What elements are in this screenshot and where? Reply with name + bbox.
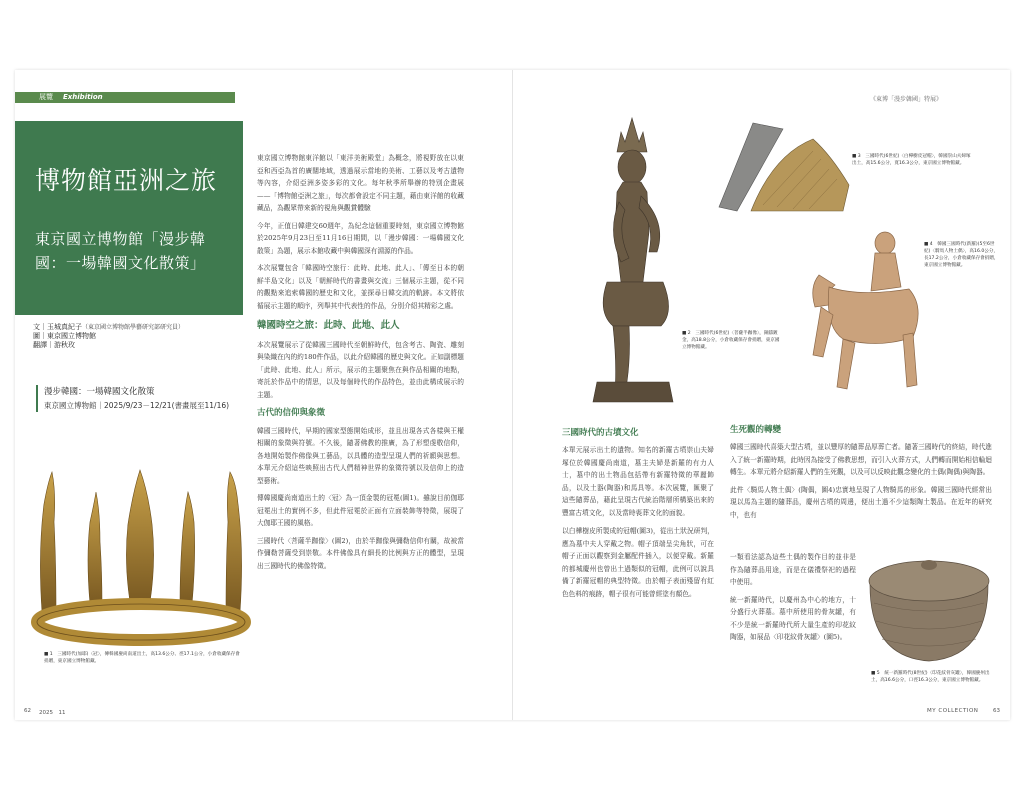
article-title: 博物館亞洲之旅 xyxy=(35,166,218,195)
figure-2-caption: ■ 2 三國時代(6世紀)〈菩薩半跏像〉，銅鑄鍍金，高18.8公分，小倉收藏保存會捐贈，東京國立博物館藏。 xyxy=(682,331,780,350)
paragraph-crown: 傳韓國慶尚南道出土的〈冠〉為一頂金製的冠冕(圖1)。雖說目前伽耶冠冕出土的實例不多，但此件冠冕於正面有立面裝飾等特徵，展現了大伽耶王國的風格。 xyxy=(257,494,464,527)
left-page-number: 62 xyxy=(24,708,31,714)
paragraph-intro: 東京國立博物館東洋館以「東洋美術殿堂」為概念，將視野放在以東亞和西亞為首的廣闊地域，透過展示當地的美術、工藝以及考古遺物等內容，介紹亞洲多姿多彩的文化。每年秋季所舉辦的特別企畫展——「博物館亞洲之旅」，每次都會設定不同主題，藉由東洋館的收藏藏品，為觀眾帶來新的視角與觀賞體驗 xyxy=(257,154,464,212)
paragraph-birch-cap: 以白樺樹皮所製成的冠帽(圖3)，從出土狀況研判，應為墓中夫人穿戴之物。帽子頂端呈尖角狀，可在帽子正面以觀察到金屬配件插入，以便穿戴。新羅的都城慶州也曾出土過類似的冠帽，此例可以說具備了新羅冠帽的典型特徵。由於帽子表面殘留有紅色色料的痕跡，帽子很有可能曾經塗有顏色。 xyxy=(562,527,714,598)
exhibition-info xyxy=(36,385,229,412)
page-gutter xyxy=(512,70,513,720)
figure-4-horse-rider xyxy=(799,227,931,412)
left-issue: 2025 11 xyxy=(39,710,66,716)
paragraph-themes: 本次展覽包含「韓國時空旅行：此時、此地、此人」、「傳至日本的朝鮮半島文化」以及「朝鮮時代的書畫與交流」三個展示主題，從不同的觀點來追索韓國的歷史和文化，並探尋日韓交流的軌跡。本文將依循展示主題的順序，列舉其中代表性的作品，分別介紹其精彩之處。 xyxy=(257,264,464,310)
figure-1-caption: ■ 1 三國時代(加耶)〈冠〉，傳韓國慶尚南道出土，高13.6公分、徑17.1公分，小倉收藏保存會捐贈，東京國立博物館藏。 xyxy=(44,652,240,664)
figure-3-caption: ■ 3 三國時代(6世紀)〈白樺樹皮冠帽〉，韓國崇山夫婦塚出土，高15.6公分，寬16.3公分，東京國立博物館藏。 xyxy=(852,154,971,166)
paragraph-horse-rider: 此件〈騎馬人物土偶〉(陶偶，圖4)忠實地呈現了人物騎馬的形象。韓國三國時代經常出現以馬為主題的隨葬品，慶州古墳的周邊，便出土過不少這類陶土製品。在近年的研究中，也有 xyxy=(730,485,992,519)
article-subtitle: 東京國立博物館「漫步韓國：一場韓國文化散策」 xyxy=(35,230,206,272)
credit-images: 圖｜東京國立博物館 xyxy=(33,332,96,340)
credits xyxy=(33,323,184,350)
title-block xyxy=(15,121,243,315)
bodhisattva-image xyxy=(577,112,687,412)
middle-text-column xyxy=(562,426,714,600)
figure-4-caption: ■ 4 韓國三國時代(新羅)(5至6世紀)〈騎馬人物土偶〉，高16.0公分，長17.2公分，小倉收藏保存會捐贈，東京國立博物館藏。 xyxy=(924,242,999,268)
section-label-en: Exhibition xyxy=(63,93,103,101)
paragraph-life-death: 韓國三國時代喜築大型古墳，並以豐厚的隨葬品厚葬亡者。隨著三國時代的終結，時代進入了統一新羅時期，此時因為接受了佛教思想，而引入火葬方式，人們轉而開始相信輪迴轉生。本單元將介紹新羅人們的生死觀，以及可以反映此觀念變化的土偶(陶偶)與陶器。 xyxy=(730,443,992,476)
right-page-number: 63 xyxy=(993,708,1000,714)
crown-image xyxy=(30,462,252,648)
horse-rider-image xyxy=(799,227,931,412)
paragraph-anniversary: 今年，正值日韓建交60週年，為紀念這個重要時刻，東京國立博物館於2025年9月23日至11月16日期間，以「漫步韓國：一場韓國文化散策」為題，展示本館收藏中與韓國深有淵源的作品。 xyxy=(257,221,464,255)
figure-3-birch-bark-cap xyxy=(713,115,851,215)
exhibition-venue-dates: 東京國立博物館｜2025/9/23－12/21(書畫展至11/16) xyxy=(44,401,230,410)
section-header-bar xyxy=(15,92,235,103)
credit-author: 文｜玉城真紀子 xyxy=(33,323,82,331)
paragraph-overview: 本次展覽展示了從韓國三國時代至朝鮮時代，包含考古、陶瓷、雕刻與染織在內的約180件作品，以此介紹韓國的歷史與文化。正如副標題「此時、此地、此人」所示，展示的主題聚焦在與作品相關的地點，寄託於作品中的情思，以及每個時代的作品特色，並由此構成展示的主題。 xyxy=(257,340,464,399)
section-heading-life-death: 生死觀的轉變 xyxy=(730,425,782,435)
right-text-column-lower xyxy=(730,551,856,644)
right-text-column xyxy=(730,423,992,521)
section-label-cn: 展覽 xyxy=(39,93,53,101)
running-header: 《東博「漫步韓國」特展》 xyxy=(870,96,943,103)
section-heading-time-travel: 韓國時空之旅：此時、此地、此人 xyxy=(257,320,400,331)
paragraph-ritual: 一類看法認為這些土偶的製作目的並非是作為隨葬品用途，而是在儀禮祭祀的過程中使用。 xyxy=(730,553,856,586)
credit-author-note: （東京國立博物館學藝研究部研究員） xyxy=(82,324,185,331)
left-text-column xyxy=(257,152,464,572)
figure-1-gold-crown xyxy=(30,462,252,648)
figure-5-caption: ■ 5 統一新羅時代(8世紀)〈印花紋骨灰罐〉，韓國慶州出土，高16.6公分，口徑16.3公分，東京國立博物館藏。 xyxy=(871,671,990,683)
paragraph-cinerary-urn: 統一新羅時代，以慶州為中心的地方，十分盛行火葬墓。墓中所使用的骨灰罐，有不少是統一新羅時代所大量生產的印花紋陶器，如展品〈印花紋骨灰罐〉(圖5)。 xyxy=(730,595,856,641)
credit-translator: 翻譯｜游秋玫 xyxy=(33,341,75,349)
birch-cap-image xyxy=(713,115,851,215)
figure-2-bodhisattva xyxy=(577,112,687,412)
section-heading-tomb-culture: 三國時代的古墳文化 xyxy=(562,428,639,438)
exhibition-name: 漫步韓國：一場韓國文化散策 xyxy=(44,387,155,397)
paragraph-faith: 韓國三國時代，早期的國家型態開始成形，並且出現各式各樣與王權相關的象徵與符號。不久後，隨著佛教的推廣，為了形塑虔敬信仰，各地開始製作佛像與工藝品，以具體的造型呈現人們的祈願與思想。本單元介紹這些映照出古代人們精神世界的象徵符號以及信仰上的造型藝術。 xyxy=(257,426,464,485)
urn-image xyxy=(862,547,996,667)
paragraph-tomb-culture: 本單元展示出土的遺物。知名的新羅古墳崇山夫婦塚位於韓國慶尚南道，墓主夫婦是新羅的有力人士，墓中的出土物品包括帶有新羅特徵的華麗飾品，以及土器(陶器)和馬具等。本次展覽，匯聚了這些隨葬品，藉此呈現古代統治階層所構築出來的豐富古墳文化，以及當時喪葬文化的面貌。 xyxy=(562,446,714,517)
paragraph-bodhisattva: 三國時代〈菩薩半跏像〉(圖2)，由於半跏像與彌勒信仰有關，故被當作彌勒菩薩受到崇敬。本件佛像具有細長的比例與方正的體型，呈現出三國時代的佛像特徵。 xyxy=(257,536,464,570)
figure-5-cinerary-urn xyxy=(862,547,996,667)
section-heading-ancient-faith: 古代的信仰與象徵 xyxy=(257,408,326,418)
right-brand: MY COLLECTION xyxy=(927,708,979,714)
